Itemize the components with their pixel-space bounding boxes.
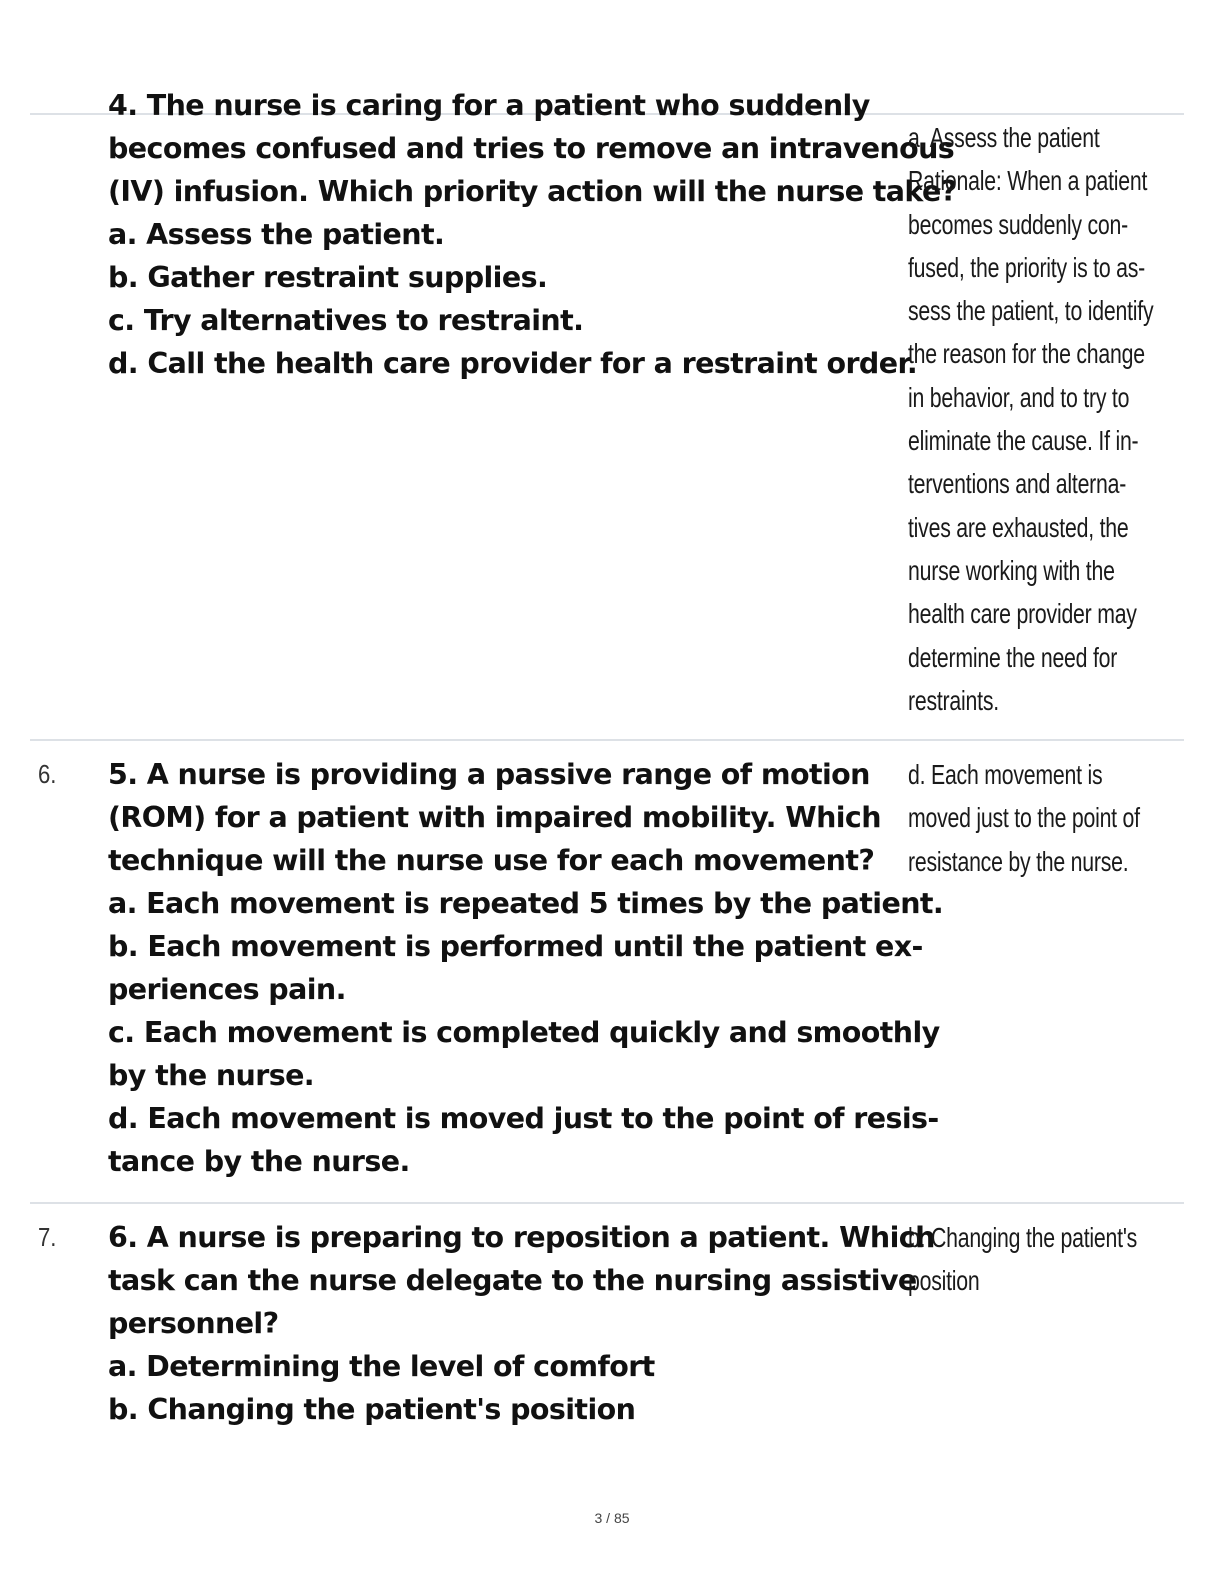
- divider-2: [30, 1202, 1184, 1204]
- answer-line: tives are exhausted, the: [908, 511, 1129, 543]
- answer-line: b. Changing the patient's: [908, 1222, 1138, 1253]
- option-b-continued: periences pain.: [108, 973, 346, 1006]
- card-number: 6.: [38, 759, 57, 789]
- answer-line: eliminate the cause. If in-: [908, 425, 1139, 457]
- option-a: a. Determining the level of comfort: [108, 1350, 655, 1383]
- option-c: c. Each movement is completed quickly and smoothly: [108, 1016, 940, 1049]
- answer-line: position: [908, 1265, 980, 1297]
- question-line: task can the nurse delegate to the nursing assistive: [108, 1264, 917, 1297]
- option-d: d. Call the health care provider for a restraint order.: [108, 347, 918, 380]
- answer-text: [908, 753, 1140, 883]
- answer-line: becomes suddenly con-: [908, 208, 1128, 240]
- question-line: personnel?: [108, 1307, 279, 1340]
- answer-line: nurse working with the: [908, 554, 1115, 586]
- answer-line: a. Assess the patient: [908, 122, 1100, 153]
- answer-line: health care provider may: [908, 598, 1137, 630]
- answer-text: [908, 1216, 1136, 1303]
- question-text: [108, 1216, 935, 1431]
- card-number: 7.: [38, 1222, 57, 1252]
- answer-line: the reason for the change: [908, 338, 1145, 370]
- option-d-continued: tance by the nurse.: [108, 1145, 410, 1178]
- option-b: b. Gather restraint supplies.: [108, 261, 548, 294]
- page-indicator: 3 / 85: [594, 1510, 630, 1526]
- answer-line: Rationale: When a patient: [908, 165, 1148, 197]
- answer-line: in behavior, and to try to: [908, 381, 1130, 413]
- question-line: (ROM) for a patient with impaired mobility. Which: [108, 801, 881, 834]
- answer-text: [908, 116, 1154, 722]
- option-c-continued: by the nurse.: [108, 1059, 315, 1092]
- question-line: 5. A nurse is providing a passive range of motion: [108, 758, 870, 791]
- answer-line: moved just to the point of: [908, 802, 1140, 834]
- option-a: a. Each movement is repeated 5 times by the patient.: [108, 887, 944, 920]
- option-b: b. Each movement is performed until the patient ex-: [108, 930, 923, 963]
- answer-line: restraints.: [908, 684, 999, 716]
- question-line: becomes confused and tries to remove an intravenous: [108, 132, 955, 165]
- option-c: c. Try alternatives to restraint.: [108, 304, 584, 337]
- question-line: technique will the nurse use for each movement?: [108, 844, 875, 877]
- divider-1: [30, 739, 1184, 741]
- question-text: [108, 84, 957, 385]
- answer-line: d. Each movement is: [908, 759, 1103, 790]
- option-b: b. Changing the patient's position: [108, 1393, 636, 1426]
- question-line: (IV) infusion. Which priority action will the nurse take?: [108, 175, 957, 208]
- question-text: [108, 753, 944, 1183]
- option-d: d. Each movement is moved just to the point of resis-: [108, 1102, 939, 1135]
- answer-line: sess the patient, to identify: [908, 295, 1154, 327]
- option-a: a. Assess the patient.: [108, 218, 445, 251]
- answer-line: terventions and alterna-: [908, 468, 1127, 500]
- answer-line: fused, the priority is to as-: [908, 251, 1146, 283]
- question-line: 4. The nurse is caring for a patient who suddenly: [108, 89, 870, 122]
- answer-line: resistance by the nurse.: [908, 845, 1129, 877]
- answer-line: determine the need for: [908, 641, 1118, 673]
- question-line: 6. A nurse is preparing to reposition a patient. Which: [108, 1221, 935, 1254]
